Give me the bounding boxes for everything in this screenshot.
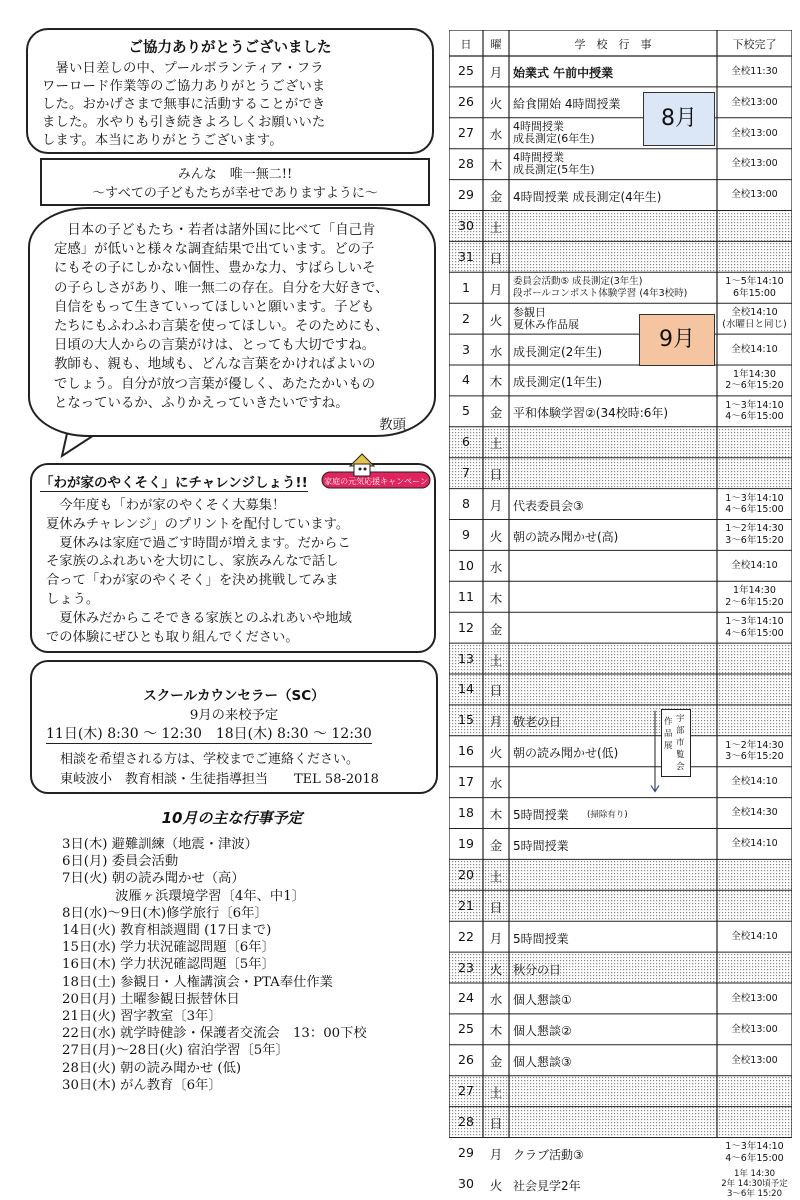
row-event: 5時間授業 [513, 931, 569, 946]
speech-line: 日頃の大人からの言葉がけは、とっても大切ですね。 [54, 338, 376, 354]
row-dismissal: 全校13:00 [731, 96, 778, 108]
row-day: 21 [458, 897, 474, 913]
row-dismissal: 全校13:00 [731, 1054, 778, 1066]
row-dismissal: 1～2年14:30 [725, 739, 784, 751]
row-dismissal: 全校11:30 [731, 65, 778, 77]
row-weekday: 木 [489, 1023, 503, 1039]
row-dismissal: 全校13:00 [731, 1023, 778, 1035]
art-exhibition-char: 宇 [676, 713, 685, 724]
row-day: 24 [458, 990, 474, 1006]
row-weekday: 土 [489, 436, 503, 452]
october-item: 15日(水) 学力状況確認問題〔6年〕 [62, 940, 275, 956]
row-dismissal: 全校14:10 [731, 560, 778, 572]
speech-line: 日本の子どもたち・若者は諸外国に比べて「自己肯 [54, 223, 376, 238]
speech-line: の子らしさがあり、唯一無二の存在。自分を大好きで、 [54, 280, 389, 296]
row-day: 5 [462, 403, 470, 419]
row-dismissal: 全校13:00 [731, 992, 778, 1004]
header-weekday: 曜 [490, 38, 502, 51]
row-dismissal: 4～6年15:00 [725, 627, 784, 639]
october-title: 10月の主な行事予定 [161, 809, 303, 827]
row-event-note: (掃除有り) [587, 810, 628, 821]
row-event: 参観日 [513, 305, 546, 319]
speech-body [54, 221, 414, 413]
row-weekday: 水 [489, 559, 503, 575]
row-dismissal: 全校13:00 [731, 189, 778, 201]
row-day: 28 [458, 1114, 474, 1130]
october-item: 28日(火) 朝の読み聞かせ (低) [62, 1060, 242, 1076]
row-dismissal: 1年14:30 [733, 585, 776, 597]
october-item: 27日(月)～28日(火) 宿泊学習〔5年〕 [62, 1043, 289, 1059]
row-event: 委員会活動⑤ 成長測定(3年生) [513, 275, 643, 287]
art-exhibition-char: 展 [664, 740, 673, 751]
row-weekday: 金 [489, 1054, 503, 1070]
row-day: 30 [458, 217, 474, 233]
row-day: 29 [458, 187, 474, 203]
row-dismissal: 全校14:10 [731, 776, 778, 788]
row-day: 29 [458, 1144, 474, 1160]
row-day: 25 [458, 1021, 474, 1037]
row-weekday: 日 [489, 1116, 503, 1132]
motto-box [40, 158, 430, 206]
row-weekday: 月 [489, 930, 503, 946]
row-day: 7 [462, 465, 470, 481]
row-dismissal: 1～3年14:10 [725, 399, 784, 411]
speech-line: 定感」が低いと様々な調査結果で出ています。どの子 [54, 242, 375, 258]
row-dismissal: 3～6年 15:20 [726, 1188, 782, 1199]
row-weekday: 金 [489, 837, 503, 853]
row-event: 成長測定(5年生) [513, 163, 595, 177]
art-exhibition-char: 品 [664, 728, 673, 739]
thanks-body [42, 60, 420, 150]
row-day: 14 [458, 681, 474, 697]
art-exhibition-char: 市 [676, 737, 685, 748]
row-weekday: 日 [489, 467, 503, 483]
art-exhibition-char: 覧 [676, 749, 685, 760]
row-event: 4時間授業 [513, 120, 564, 134]
speech-line: にもその子にしかない個性、豊かな力、すばらしいそ [54, 261, 376, 277]
row-dismissal: 全校14:10 [731, 307, 778, 319]
row-event: 給食開始 4時間授業 [513, 97, 621, 112]
challenge-line: 夏休みは家庭で過ごす時間が増えます。だからこ [46, 535, 351, 551]
row-event: 朝の読み聞かせ(低) [513, 746, 619, 761]
calendar-table [449, 30, 792, 1199]
row-weekday: 土 [489, 219, 503, 235]
row-weekday: 火 [489, 528, 503, 544]
campaign-badge-icon [320, 446, 432, 494]
month-label-september: 9月 [639, 314, 715, 366]
row-dismissal: 3～6年15:20 [725, 751, 784, 763]
row-weekday: 金 [489, 405, 503, 421]
row-dismissal: 全校14:10 [731, 838, 778, 850]
row-dismissal: 6年15:00 [733, 287, 776, 299]
thanks-line: ました。水やりも引き続きよろしくお願いいた [42, 115, 326, 130]
challenge-line: 合って「わが家のやくそく」を決め挑戦してみま [46, 573, 339, 589]
row-weekday: 木 [489, 158, 503, 174]
counselor-box [30, 660, 438, 794]
row-dismissal: 4～6年15:00 [725, 504, 784, 516]
row-dismissal: 1年 14:30 [733, 1168, 776, 1179]
row-dismissal: 1～3年14:10 [725, 492, 784, 504]
row-day: 22 [458, 928, 474, 944]
challenge-title: 「わが家のやくそく」にチャレンジしょう!! [40, 471, 308, 492]
row-day: 20 [458, 866, 474, 882]
row-event: 始業式 午前中授業 [513, 66, 614, 81]
row-weekday: 火 [489, 961, 503, 977]
row-day: 17 [458, 774, 474, 790]
october-list [62, 836, 442, 1094]
row-dismissal: 1～5年14:10 [725, 276, 784, 288]
row-day: 8 [462, 496, 470, 512]
counselor-dates: 11日(木) 8:30 ～ 12:30 18日(木) 8:30 ～ 12:30 [46, 723, 372, 744]
row-dismissal: 1～3年14:10 [725, 616, 784, 628]
row-day: 13 [458, 650, 474, 666]
row-event: 秋分の日 [513, 962, 562, 977]
row-weekday: 月 [489, 281, 503, 297]
challenge-line: しょう。 [46, 591, 100, 607]
art-exhibition-char: 会 [676, 761, 685, 772]
row-dismissal: 1～3年14:10 [725, 1141, 784, 1153]
row-weekday: 土 [489, 1085, 503, 1101]
row-dismissal: 全校14:10 [731, 343, 778, 355]
row-day: 4 [462, 372, 470, 388]
row-dismissal: 2～6年15:20 [725, 596, 784, 608]
speech-line: 教師も、親も、地域も、どんな言葉をかければよいの [54, 357, 376, 373]
row-day: 9 [462, 526, 470, 542]
row-event: 5時間授業 [513, 838, 569, 853]
row-day: 12 [458, 619, 474, 635]
speech-bubble [28, 207, 436, 437]
row-event: 段ボールコンポスト体験学習 (4年3校時) [513, 287, 688, 299]
thanks-line: 暑い日差しの中、プールボランティア・フラ [42, 61, 324, 76]
row-weekday: 水 [489, 127, 503, 143]
art-exhibition-char: 作 [664, 716, 673, 727]
art-exhibition-char: 部 [676, 725, 685, 736]
speech-line: となっているか、ふりかえっていきたいですね。 [54, 395, 349, 411]
month-label-august: 8月 [643, 92, 715, 146]
october-item: 30日(木) がん教育〔6年〕 [62, 1077, 222, 1093]
row-dismissal: 2～6年15:20 [725, 380, 784, 392]
row-weekday: 木 [489, 374, 503, 390]
row-day: 10 [458, 557, 474, 573]
row-weekday: 月 [489, 498, 503, 514]
row-day: 31 [458, 248, 474, 264]
october-item: 20日(月) 土曜参観日振替休日 [62, 991, 240, 1007]
row-day: 18 [458, 805, 474, 821]
thanks-line: します。本当にありがとうございます。 [42, 133, 283, 148]
row-event: 個人懇談① [513, 993, 572, 1008]
header-events: 学 校 行 事 [574, 38, 652, 51]
october-item: 18日(土) 参観日・人権講演会・PTA奉仕作業 [62, 974, 333, 990]
row-day: 28 [458, 156, 474, 172]
row-event: 5時間授業 [513, 808, 569, 823]
row-dismissal: 4～6年15:00 [725, 1152, 784, 1164]
row-weekday: 火 [489, 1177, 503, 1193]
speech-line: でしょう。自分が放つ言葉が優しく、あたたかいもの [54, 376, 376, 392]
october-item: 22日(水) 就学時健診・保護者交流会 13：00下校 [62, 1026, 367, 1042]
row-weekday: 月 [489, 65, 503, 81]
row-weekday: 水 [489, 776, 503, 792]
row-dismissal: 全校13:00 [731, 127, 778, 139]
row-day: 23 [458, 959, 474, 975]
motto-line1: みんな 唯一無二!! [177, 167, 293, 182]
speech-signature: 教頭 [379, 418, 406, 433]
row-dismissal: (水曜日と同じ) [722, 318, 787, 330]
row-event: 個人懇談② [513, 1024, 572, 1039]
row-event: 個人懇談③ [513, 1055, 572, 1070]
challenge-body [46, 497, 424, 647]
counselor-title: スクールカウンセラー（SC） [143, 688, 325, 704]
thanks-title: ご協力ありがとうございました [128, 40, 332, 56]
thanks-line: した。おかげさまで無事に活動することができ [42, 97, 326, 112]
row-dismissal: 4～6年15:00 [725, 411, 784, 423]
row-event: 代表委員会③ [513, 499, 584, 514]
row-day: 27 [458, 1083, 474, 1099]
row-event: 成長測定(1年生) [513, 375, 602, 390]
speech-line: 自信をもって生きていってほしいと願います。子ども [54, 299, 375, 315]
challenge-line: 今年度も「わが家のやくそく大募集！ [46, 498, 286, 513]
challenge-line: 夏休みチャレンジ」のプリントを配付しています。 [46, 516, 350, 532]
row-weekday: 火 [489, 312, 503, 328]
counselor-subtitle: 9月の来校予定 [189, 708, 279, 723]
thanks-notice [26, 28, 434, 154]
row-weekday: 日 [489, 683, 503, 699]
row-weekday: 土 [489, 868, 503, 884]
october-item: 16日(木) 学力状況確認問題〔5年〕 [62, 957, 275, 973]
challenge-line: 夏休みだからこそできる家族とのふれあいや地域 [46, 610, 352, 626]
october-item: 6日(月) 委員会活動 [62, 854, 179, 870]
row-event: 成長測定(6年生) [513, 132, 595, 146]
row-weekday: 月 [489, 714, 503, 730]
row-dismissal: 全校14:10 [731, 930, 778, 942]
row-dismissal: 2年 14:30頃予定 [721, 1178, 788, 1189]
row-weekday: 金 [489, 621, 503, 637]
october-item: 波雁ヶ浜環境学習〔4年、中1〕 [62, 888, 305, 904]
header-day: 日 [460, 38, 472, 51]
speech-line: たちにもふわふわ言葉を使ってほしい。そのためにも、 [54, 319, 389, 335]
row-weekday: 木 [489, 807, 503, 823]
row-dismissal: 3～6年15:20 [725, 534, 784, 546]
october-item: 14日(火) 教育相談週間 (17日まで) [62, 923, 272, 939]
campaign-badge-text: 家庭の元気応援キャンペーン [324, 477, 428, 486]
thanks-line: ワーロード作業等のご協力ありがとうございま [42, 79, 326, 94]
row-weekday: 木 [489, 590, 503, 606]
row-day: 25 [458, 63, 474, 79]
row-event: 朝の読み聞かせ(高) [513, 529, 619, 544]
october-item: 8日(水)～9日(木)修学旅行〔6年〕 [62, 905, 268, 921]
row-dismissal: 全校13:00 [731, 158, 778, 170]
row-day: 16 [458, 743, 474, 759]
row-day: 27 [458, 125, 474, 141]
row-event: 社会見学2年 [513, 1178, 581, 1193]
row-event: 敬老の日 [513, 715, 562, 730]
row-day: 1 [462, 279, 470, 295]
row-event: 4時間授業 [513, 151, 564, 165]
row-dismissal: 全校14:30 [731, 807, 778, 819]
row-weekday: 金 [489, 189, 503, 205]
row-event: クラブ活動③ [513, 1147, 584, 1162]
challenge-line: そ家族のふれあいを大切にし、家族みんなで話し [46, 554, 339, 570]
row-event: 成長測定(2年生) [513, 344, 602, 359]
row-day: 26 [458, 94, 474, 110]
october-item: 3日(木) 避難訓練（地震・津波） [62, 837, 258, 852]
row-weekday: 火 [489, 745, 503, 761]
row-day: 11 [458, 588, 474, 604]
row-event: 4時間授業 成長測定(4年生) [513, 190, 662, 205]
motto-line2: ～すべての子どもたちが幸せでありますように～ [92, 186, 378, 201]
row-day: 15 [458, 712, 474, 728]
row-event: 平和体験学習②(34校時:6年) [513, 406, 669, 421]
row-day: 2 [462, 310, 470, 326]
row-day: 3 [462, 341, 470, 357]
counselor-contact: 東岐波小 教育相談・生徒指導担当 TEL 58-2018 [60, 772, 379, 787]
row-weekday: 土 [489, 652, 503, 668]
counselor-note: 相談を希望される方は、学校までご連絡ください。 [60, 752, 360, 767]
header-dismissal: 下校完了 [732, 38, 777, 51]
row-weekday: 日 [489, 250, 503, 266]
october-item: 21日(火) 習字教室〔3年〕 [62, 1009, 222, 1025]
row-weekday: 水 [489, 992, 503, 1008]
row-event: 夏休み作品展 [513, 317, 579, 331]
row-day: 6 [462, 434, 470, 450]
challenge-line: での体験にぜひとも取り組んでください。 [46, 629, 299, 645]
row-weekday: 火 [489, 96, 503, 112]
october-item: 7日(火) 朝の読み聞かせ（高） [62, 871, 245, 887]
row-dismissal: 1～2年14:30 [725, 523, 784, 535]
row-weekday: 月 [489, 1146, 503, 1162]
row-weekday: 水 [489, 343, 503, 359]
row-day: 26 [458, 1052, 474, 1068]
row-weekday: 日 [489, 899, 503, 915]
row-day: 19 [458, 835, 474, 851]
row-day: 30 [458, 1175, 474, 1191]
row-dismissal: 1年14:30 [733, 368, 776, 380]
